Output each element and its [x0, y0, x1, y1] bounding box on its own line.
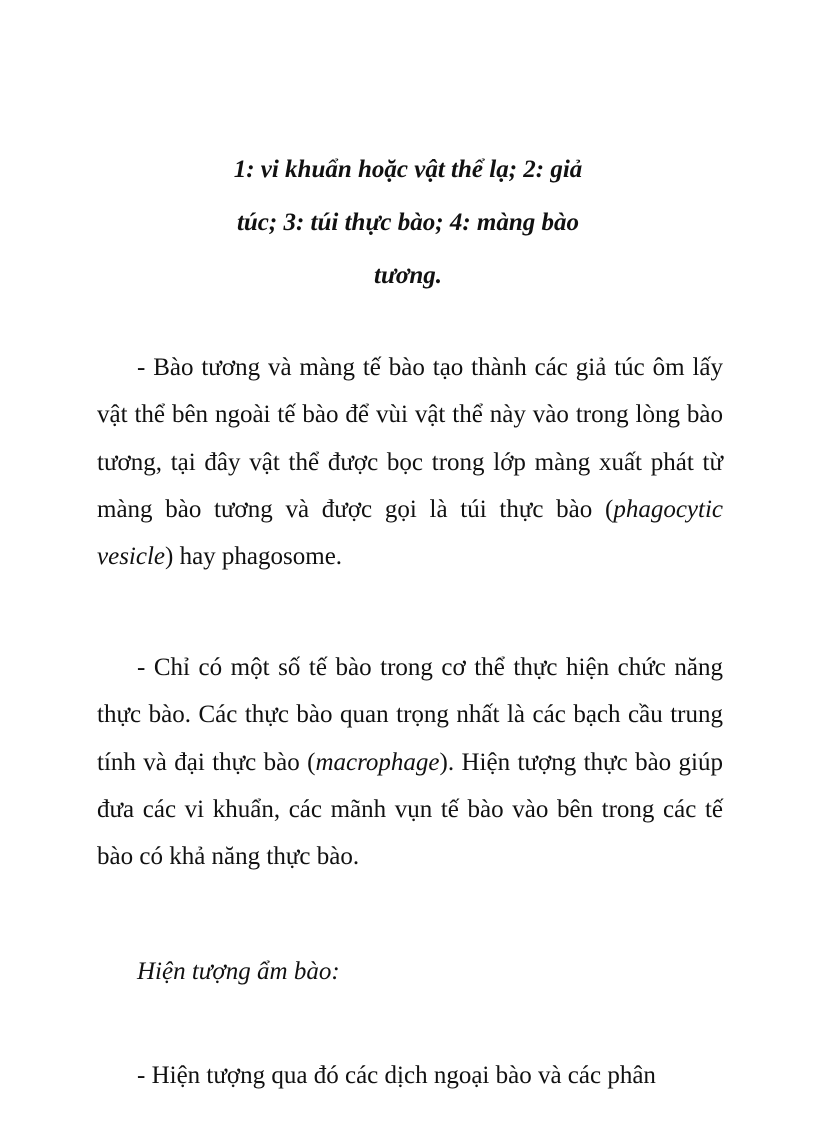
term-phagocytic-vesicle: phagocytic vesicle — [97, 495, 723, 571]
paragraph-text: ). Hiện tượng thực bào giúp đưa các vi khuẩn, các mãnh vụn tế bào vào bên trong các tế bào có khả năng thực bào. — [97, 748, 723, 871]
paragraph-text: ) hay phagosome. — [165, 543, 343, 571]
paragraph-phagocytic-cells — [97, 644, 723, 880]
figure-caption — [150, 143, 666, 302]
caption-line-2: túc; 3: túi thực bào; 4: màng bào — [236, 209, 580, 236]
paragraph-text: - Chỉ có một số tế bào trong cơ thể thực hiện chức năng thực bào. Các thực bào quan trọng nhất là các bạch cầu trung tính và đại thực bào ( — [97, 654, 723, 776]
paragraph-text: - Bào tương và màng tế bào tạo thành các giả túc ôm lấy vật thể bên ngoài tế bào để vùi vật thể này vào trong lòng bào tương, tại đây vật thể được bọc trong lớp màng xuất phát từ màng bào tương và được gọi là túi thực bào ( — [97, 354, 723, 523]
section-heading-pinocytosis: Hiện tượng ẩm bào: — [137, 958, 340, 985]
term-macrophage: macrophage — [315, 748, 440, 776]
paragraph-text: - Hiện tượng qua đó các dịch ngoại bào và các phân — [137, 1062, 656, 1089]
paragraph-pinocytosis — [97, 1052, 723, 1099]
paragraph-phagocytosis-process — [97, 344, 723, 580]
caption-line-1: 1: vi khuẩn hoặc vật thể lạ; 2: giả — [233, 156, 583, 183]
caption-line-3: tương. — [374, 262, 442, 289]
